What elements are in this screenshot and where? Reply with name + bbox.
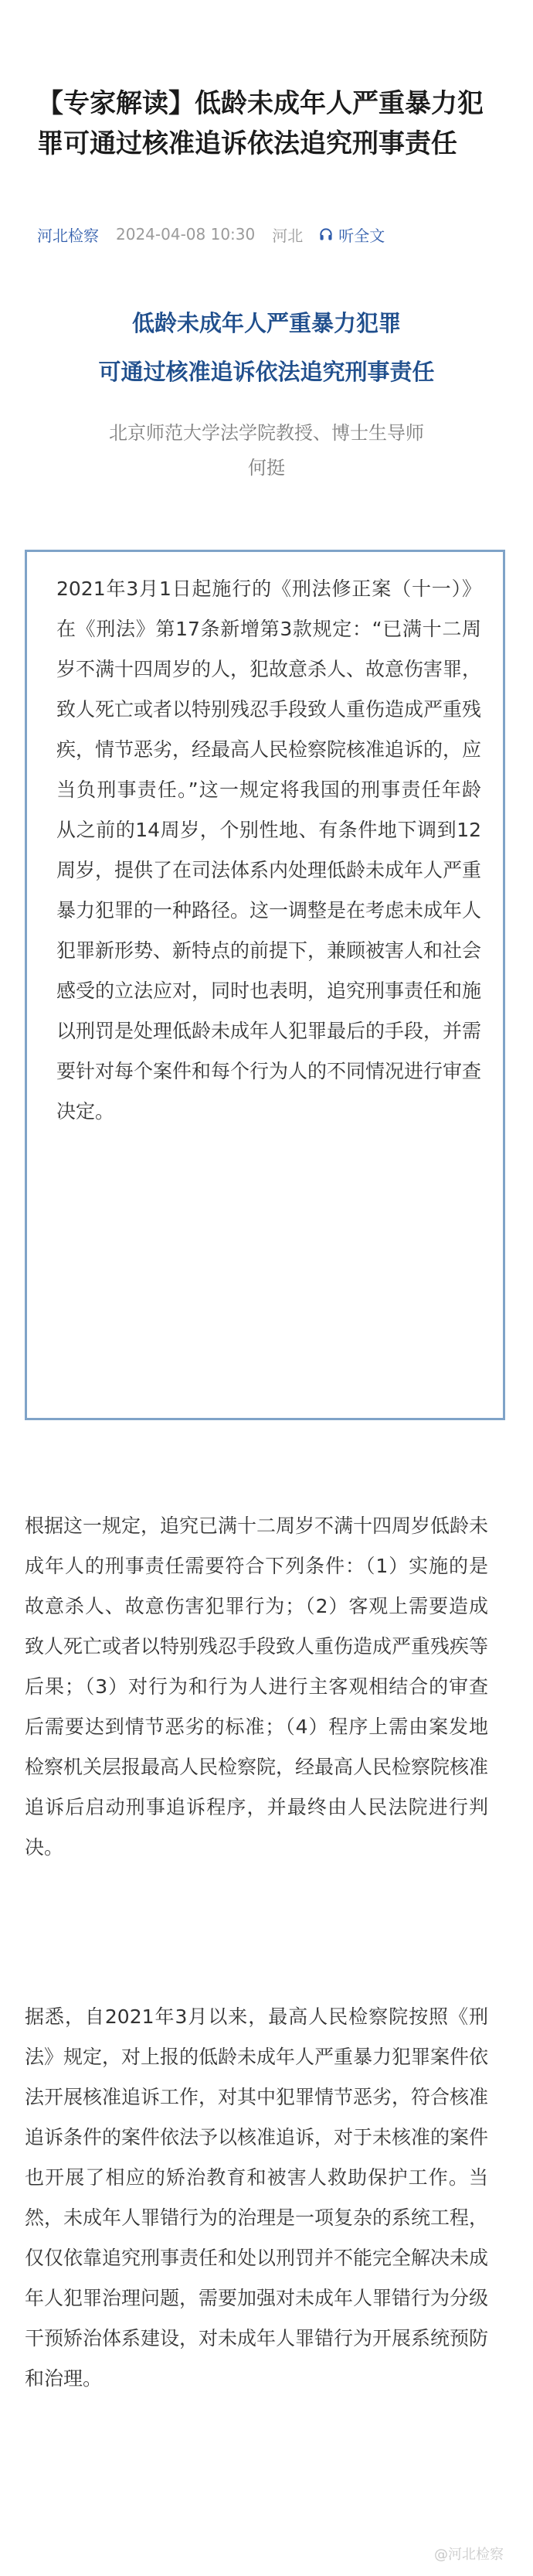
- headphones-icon: [318, 227, 334, 242]
- author-title: 北京师范大学法学院教授、博士生导师: [109, 422, 424, 444]
- author-name: 何挺: [248, 457, 285, 479]
- publish-region: 河北: [272, 226, 304, 245]
- listen-full-text-button[interactable]: [318, 223, 385, 246]
- quoted-law-box: [25, 550, 505, 1420]
- article-paragraph-practice: 据悉，自2021年3月以来，最高人民检察院按照《刑法》规定，对上报的低龄未成年人严重暴力犯罪案件依法开展核准追诉工作，对其中犯罪情节恶劣，符合核准追诉条件的案件依法予以核准追诉，对于未核准的案件也开展了相应的矫治教育和被害人救助保护工作。当然，未成年人罪错行为的治理是一项复杂的系统工程，仅仅依靠追究刑事责任和处以刑罚并不能完全解决未成年人犯罪治理问题，需要加强对未成年人罪错行为分级干预矫治体系建设，对未成年人罪错行为开展系统预防和治理。: [25, 2005, 489, 2390]
- article-subtitle-line1: 低龄未成年人严重暴力犯罪: [131, 310, 401, 336]
- article-meta: [37, 219, 505, 250]
- article-headline: 【专家解读】低龄未成年人严重暴力犯罪可通过核准追诉依法追究刑事责任: [37, 88, 484, 159]
- listen-full-text-label: 听全文: [338, 226, 385, 245]
- source-watermark: @河北检察: [434, 2547, 504, 2563]
- article-subtitle-line2: 可通过核准追诉依法追究刑事责任: [98, 359, 435, 385]
- quoted-law-text: 2021年3月1日起施行的《刑法修正案（十一）》在《刑法》第17条新增第3款规定：“已满十二周岁不满十四周岁的人，犯故意杀人、故意伤害罪，致人死亡或者以特别残忍手段致人重伤造成严重残疾，情节恶劣，经最高人民检察院核准追诉的，应当负刑事责任。”这一规定将我国的刑事责任年龄从之前的14周岁，个别性地、有条件地下调到12周岁，提供了在司法体系内处理低龄未成年人严重暴力犯罪的一种路径。这一调整是在考虑未成年人犯罪新形势、新特点的前提下，兼顾被害人和社会感受的立法应对，同时也表明，追究刑事责任和施以刑罚是处理低龄未成年人犯罪最后的手段，并需要针对每个案件和每个行为人的不同情况进行审查决定。: [56, 578, 482, 1123]
- article-paragraph-conditions: 根据这一规定，追究已满十二周岁不满十四周岁低龄未成年人的刑事责任需要符合下列条件：（1）实施的是故意杀人、故意伤害犯罪行为；（2）客观上需要造成致人死亡或者以特别残忍手段致人重伤造成严重残疾等后果；（3）对行为和行为人进行主客观相结合的审查后需要达到情节恶劣的标准；（4）程序上需由案发地检察机关层报最高人民检察院，经最高人民检察院核准追诉后启动刑事追诉程序，并最终由人民法院进行判决。: [25, 1515, 489, 1859]
- source-account-link[interactable]: 河北检察: [37, 226, 99, 245]
- publish-date: 2024-04-08 10:30: [116, 225, 256, 244]
